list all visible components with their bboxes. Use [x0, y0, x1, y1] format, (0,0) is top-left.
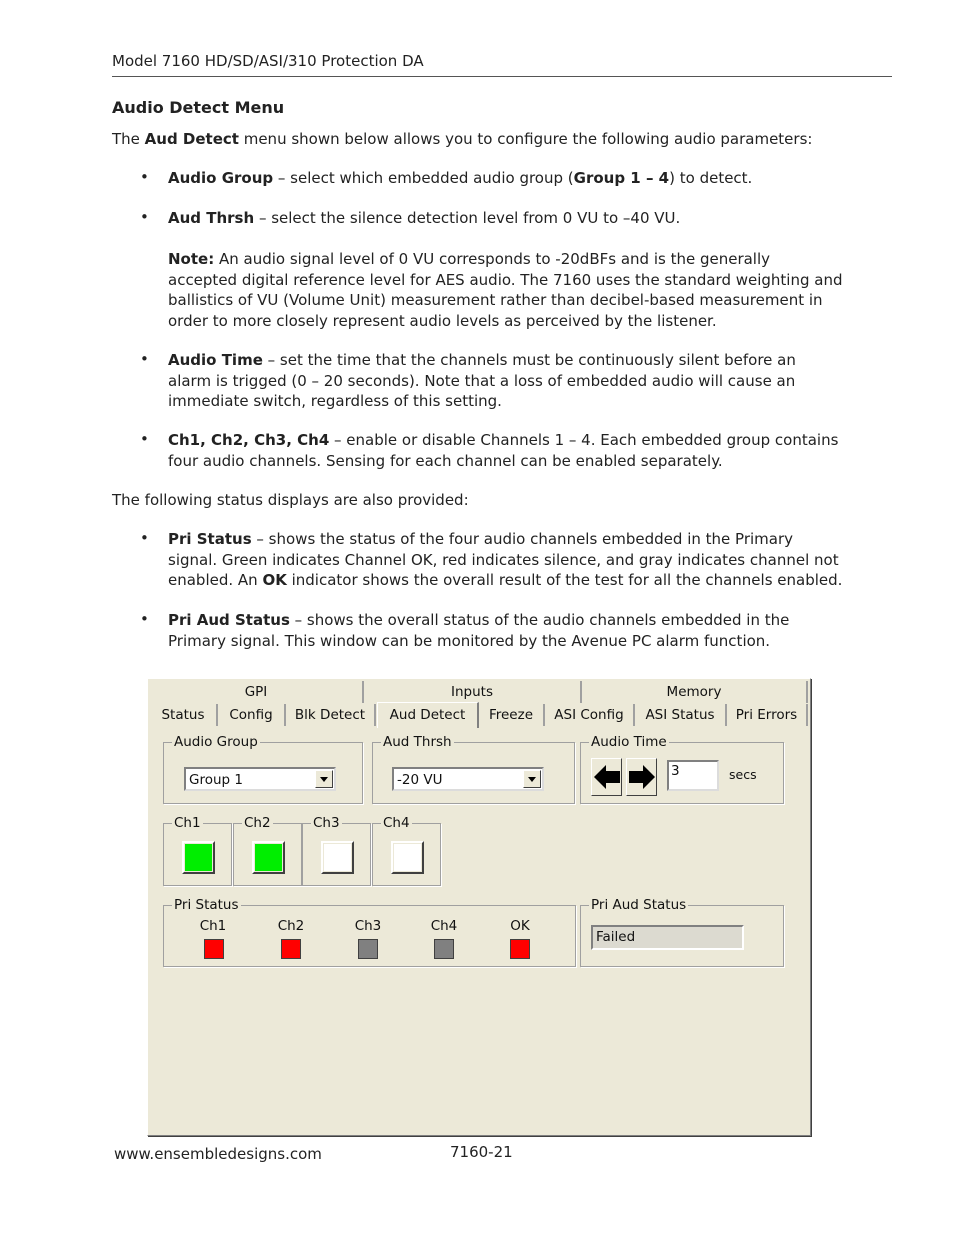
aud-detect-dialog — [147, 678, 811, 1136]
audio-group-value: Group 1 — [189, 772, 243, 788]
pri-ch4-indicator — [434, 939, 454, 959]
bullet: • — [140, 430, 149, 448]
audio-group-select[interactable] — [184, 767, 336, 791]
bullet: • — [140, 350, 149, 368]
pri-ch1-label: Ch1 — [199, 918, 227, 934]
chevron-down-icon[interactable] — [315, 770, 333, 788]
bullet-audio-group: Audio Group – select which embedded audio group (Group 1 – 4) to detect. — [168, 169, 753, 187]
intro-paragraph: The Aud Detect menu shown below allows you to configure the following audio parameters: — [112, 130, 813, 148]
aud-thrsh-select[interactable] — [392, 767, 544, 791]
pri-ch2-indicator — [281, 939, 301, 959]
pri-ch3-label: Ch3 — [354, 918, 382, 934]
footer-page-number: 7160-21 — [450, 1143, 513, 1161]
tab-aud-detect[interactable]: Aud Detect — [377, 702, 479, 728]
pri-ch4-label: Ch4 — [430, 918, 458, 934]
audio-time-label: Audio Time — [591, 734, 667, 750]
section-title: Audio Detect Menu — [112, 98, 285, 117]
bullet-pri-aud-status: Pri Aud Status – shows the overall status of the audio channels embedded in the Primary signal. This window can be monitored by the Avenue PC alarm function. — [168, 611, 790, 650]
audio-group-box — [163, 734, 363, 804]
pri-aud-status-label: Pri Aud Status — [591, 897, 687, 913]
ch3-led — [324, 844, 351, 871]
ch4-led — [394, 844, 421, 871]
ch2-box — [233, 815, 302, 886]
aud-thrsh-value: -20 VU — [397, 772, 443, 788]
audio-time-unit: secs — [729, 767, 757, 782]
ch4-box — [372, 815, 441, 886]
tab-row-top — [148, 681, 810, 704]
bullet-pri-status: Pri Status – shows the status of the four audio channels embedded in the Primary signal. Green indicates Channel OK, red indicates silence, and gray indicates channel not enabled. An OK indicator shows the overall result of the test for all the channels enabled. — [168, 530, 843, 589]
ch2-led — [255, 844, 282, 871]
ch1-label: Ch1 — [174, 815, 201, 831]
audio-group-label: Audio Group — [174, 734, 258, 750]
pri-aud-status-value: Failed — [596, 929, 636, 945]
aud-thrsh-box — [372, 734, 575, 804]
pri-ok-indicator — [510, 939, 530, 959]
pri-ch1-indicator — [204, 939, 224, 959]
note-paragraph: Note: An audio signal level of 0 VU corresponds to -20dBFs and is the generally accepted digital reference level for AES audio. The 7160 uses the standard weighting and ballistics of VU (Volume Unit) measurement rather than decibel-based measurement in order to more closely represent audio levels as perceived by the listener. — [168, 250, 843, 330]
header-divider — [112, 76, 892, 77]
chevron-down-icon[interactable] — [523, 770, 541, 788]
audio-time-value: 3 — [671, 763, 680, 779]
pri-ch3-indicator — [358, 939, 378, 959]
ch1-toggle[interactable] — [182, 841, 215, 874]
tab-asi-config[interactable]: ASI Config — [545, 704, 635, 726]
bullet: • — [140, 610, 149, 628]
arrow-right-icon — [628, 764, 656, 790]
arrow-left-icon — [593, 764, 621, 790]
tab-blk-detect[interactable]: Blk Detect — [286, 704, 376, 726]
pri-aud-status-field — [591, 925, 744, 950]
audio-time-box — [580, 734, 784, 804]
aud-thrsh-label: Aud Thrsh — [383, 734, 452, 750]
pri-status-label: Pri Status — [174, 897, 239, 913]
ch2-label: Ch2 — [244, 815, 271, 831]
bullet: • — [140, 208, 149, 226]
tab-freeze[interactable]: Freeze — [479, 704, 545, 726]
bullet-audio-time: Audio Time – set the time that the channels must be continuously silent before an alarm is trigged (0 – 20 seconds). Note that a loss of embedded audio will cause an immediate switch, regardless of this setting. — [168, 351, 796, 410]
tab-row-bottom — [148, 704, 810, 727]
footer-url[interactable]: www.ensembledesigns.com — [114, 1145, 322, 1163]
ch1-box — [163, 815, 232, 886]
pri-status-box — [163, 897, 576, 967]
ch4-toggle[interactable] — [391, 841, 424, 874]
document-header: Model 7160 HD/SD/ASI/310 Protection DA — [112, 52, 424, 70]
tab-asi-status[interactable]: ASI Status — [635, 704, 727, 726]
ch3-label: Ch3 — [313, 815, 340, 831]
bullet: • — [140, 168, 149, 186]
bullet-channels: Ch1, Ch2, Ch3, Ch4 – enable or disable Channels 1 – 4. Each embedded group contains four audio channels. Sensing for each channel can be enabled separately. — [168, 431, 839, 470]
tab-gpi[interactable]: GPI — [150, 681, 364, 703]
tab-inputs[interactable]: Inputs — [364, 681, 582, 703]
status-intro-paragraph: The following status displays are also provided: — [112, 491, 469, 509]
pri-aud-status-box — [580, 897, 784, 967]
ch4-label: Ch4 — [383, 815, 410, 831]
tab-pri-errors[interactable]: Pri Errors — [727, 704, 808, 726]
pri-ch2-label: Ch2 — [277, 918, 305, 934]
pri-ok-label: OK — [510, 918, 530, 934]
bullet: • — [140, 529, 149, 547]
audio-time-input[interactable] — [667, 760, 719, 791]
ch1-led — [185, 844, 212, 871]
ch3-toggle[interactable] — [321, 841, 354, 874]
tab-config[interactable]: Config — [218, 704, 286, 726]
ch3-box — [302, 815, 371, 886]
ch2-toggle[interactable] — [252, 841, 285, 874]
bullet-aud-thrsh: Aud Thrsh – select the silence detection level from 0 VU to –40 VU. — [168, 209, 681, 227]
increment-button[interactable] — [626, 758, 657, 796]
decrement-button[interactable] — [591, 758, 622, 796]
tab-status[interactable]: Status — [150, 704, 218, 726]
tab-memory[interactable]: Memory — [582, 681, 808, 703]
